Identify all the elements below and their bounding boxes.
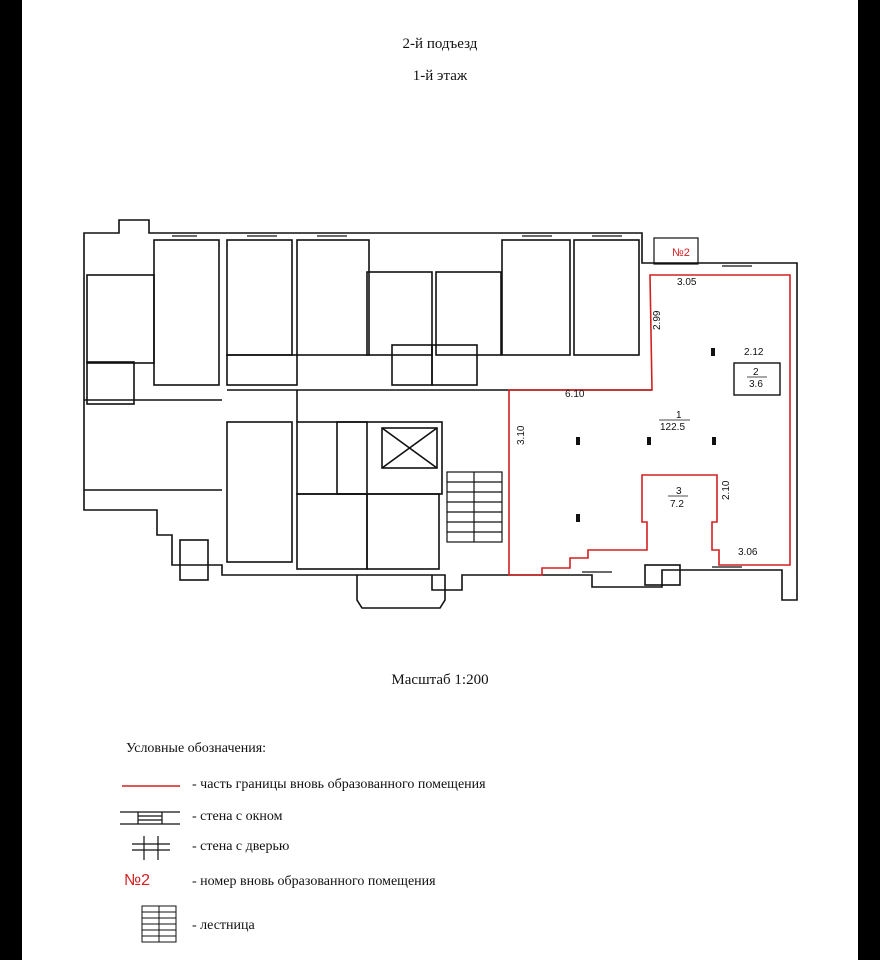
dim-2-12: 2.12	[744, 347, 764, 358]
room-2-number: 2	[753, 367, 759, 378]
staircase-icon	[118, 904, 188, 946]
legend-item-window	[118, 804, 618, 834]
dim-3-05: 3.05	[677, 277, 697, 288]
legend-text-door: - стена с дверью	[192, 839, 290, 854]
room-1-number: 1	[676, 410, 682, 421]
legend-item-room-number	[118, 868, 618, 898]
legend-text-boundary: - часть границы вновь образованного помещения	[192, 777, 486, 792]
new-room-boundary	[509, 275, 790, 575]
legend-text-staircase: - лестница	[192, 918, 255, 933]
wall-door-icon	[118, 834, 188, 864]
wall-window-icon	[118, 804, 188, 834]
legend-text-room-number: - номер вновь образованного помещения	[192, 874, 436, 889]
new-room-tag: №2	[672, 247, 690, 259]
scale-label: Масштаб 1:200	[391, 672, 489, 688]
red-line-icon	[118, 772, 188, 802]
room-number-symbol: №2	[124, 872, 151, 889]
staircase	[447, 472, 502, 542]
entrance-title: 2-й подъезд	[402, 36, 478, 52]
floor-plan	[22, 200, 858, 610]
room-3-area: 7.2	[670, 499, 684, 510]
dim-2-10: 2.10	[721, 480, 732, 500]
legend-title: Условные обозначения:	[126, 741, 267, 756]
dim-2-99: 2.99	[652, 310, 663, 330]
dim-3-10: 3.10	[516, 425, 527, 445]
columns	[576, 348, 716, 522]
room-2-area: 3.6	[749, 379, 763, 390]
room-3-number: 3	[676, 486, 682, 497]
legend-item-staircase	[118, 904, 618, 934]
floor-title: 1-й этаж	[412, 68, 468, 84]
legend-item-door	[118, 834, 618, 864]
legend-item-boundary	[118, 772, 618, 802]
dim-3-06: 3.06	[738, 547, 758, 558]
drawing-sheet	[22, 0, 858, 960]
legend-text-window: - стена с окном	[192, 809, 283, 824]
dim-6-10: 6.10	[565, 389, 585, 400]
room-1-area: 122.5	[660, 422, 686, 433]
